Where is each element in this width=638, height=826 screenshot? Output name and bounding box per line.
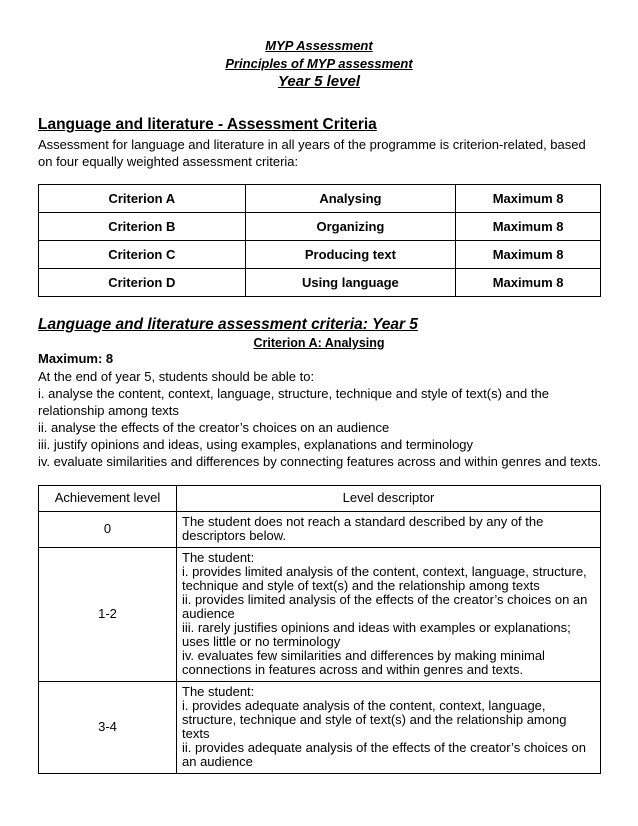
header-achievement-level: Achievement level xyxy=(39,486,177,512)
level-descriptor xyxy=(177,682,601,774)
criterion-name: Criterion D xyxy=(39,269,246,297)
descriptor-line: i. provides limited analysis of the content, context, language, structure, technique and style of text(s) and the relationship among texts xyxy=(182,564,587,593)
descriptor-line: The student: xyxy=(182,684,255,699)
criterion-focus: Using language xyxy=(245,269,456,297)
achievement-level: 3-4 xyxy=(39,682,177,774)
achievement-level: 1-2 xyxy=(39,548,177,682)
criterion-name: Criterion C xyxy=(39,241,246,269)
criterion-focus: Analysing xyxy=(245,185,456,213)
doc-subtitle: Principles of MYP assessment xyxy=(225,56,413,71)
descriptor-line: iii. rarely justifies opinions and ideas with examples or explanations; uses little or no terminology xyxy=(182,620,571,649)
criteria-row xyxy=(39,269,601,297)
descriptor-line: The student: xyxy=(182,550,255,565)
criterion-name: Criterion A xyxy=(39,185,246,213)
table-row xyxy=(39,682,601,774)
level-descriptor xyxy=(177,512,601,548)
criteria-row xyxy=(39,241,601,269)
section-heading-year5: Language and literature assessment criteria: Year 5 xyxy=(38,316,418,333)
objective-line: ii. analyse the effects of the creator’s choices on an audience xyxy=(38,420,390,435)
criterion-focus: Producing text xyxy=(245,241,456,269)
table-row xyxy=(39,548,601,682)
section-heading-criteria: Language and literature - Assessment Criteria xyxy=(38,116,377,133)
criterion-max: Maximum 8 xyxy=(456,185,601,213)
objective-line: At the end of year 5, students should be able to: xyxy=(38,369,315,384)
criterion-max: Maximum 8 xyxy=(456,269,601,297)
descriptor-line: ii. provides limited analysis of the effects of the creator’s choices on an audience xyxy=(182,592,588,621)
descriptor-line: The student does not reach a standard described by any of the descriptors below. xyxy=(182,514,544,543)
header-level-descriptor: Level descriptor xyxy=(177,486,601,512)
descriptor-line: i. provides adequate analysis of the content, context, language, structure, technique and style of text(s) and the relationship among texts xyxy=(182,698,567,741)
objective-line: i. analyse the content, context, language, structure, technique and style of text(s) and the relationship among texts xyxy=(38,386,549,418)
doc-title: MYP Assessment xyxy=(265,38,373,53)
criteria-row xyxy=(39,213,601,241)
criterion-max: Maximum 8 xyxy=(456,241,601,269)
criterion-focus: Organizing xyxy=(245,213,456,241)
achievement-level: 0 xyxy=(39,512,177,548)
criteria-intro: Assessment for language and literature in all years of the programme is criterion-related, based on four equally weighted assessment criteria: xyxy=(38,137,586,169)
criteria-table xyxy=(38,184,601,297)
criterion-name: Criterion B xyxy=(39,213,246,241)
objective-line: iii. justify opinions and ideas, using examples, explanations and terminology xyxy=(38,437,474,452)
objective-line: iv. evaluate similarities and differences by connecting features across and within genres and texts. xyxy=(38,454,602,469)
level-descriptor-table xyxy=(38,485,601,774)
table-row xyxy=(39,512,601,548)
objectives-list xyxy=(38,368,606,470)
criterion-max: Maximum 8 xyxy=(456,213,601,241)
descriptor-line: ii. provides adequate analysis of the effects of the creator’s choices on an audience xyxy=(182,740,586,769)
table-header-row xyxy=(39,486,601,512)
descriptor-line: iv. evaluates few similarities and differences by making minimal connections in features across and within genres and texts. xyxy=(182,648,545,677)
criterion-a-subheading: Criterion A: Analysing xyxy=(253,336,385,350)
doc-year-level: Year 5 level xyxy=(277,73,360,90)
level-descriptor xyxy=(177,548,601,682)
maximum-label: Maximum: 8 xyxy=(38,351,114,366)
criteria-row xyxy=(39,185,601,213)
